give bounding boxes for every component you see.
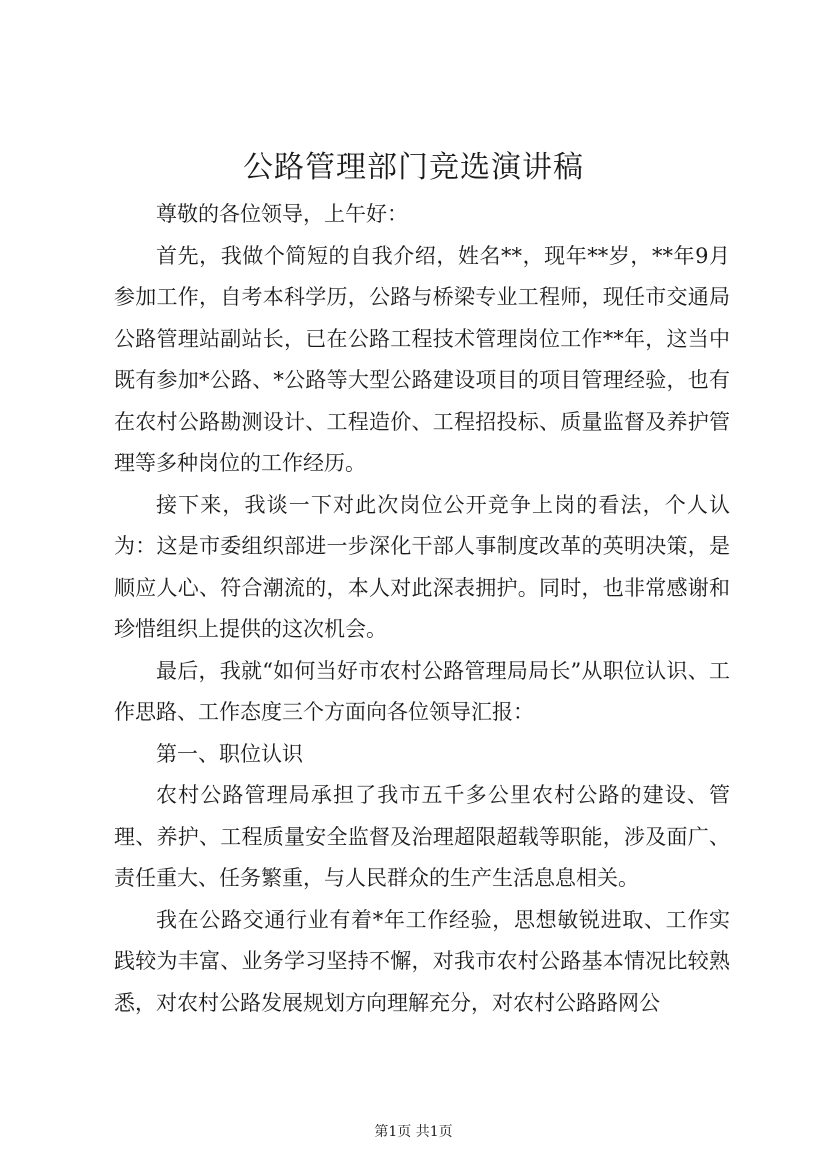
section-heading-position-understanding: 第一、职位认识 <box>156 741 303 766</box>
paragraph-personal-experience: 我在公路交通行业有着*年工作经验，思想敏锐进取、工作实践较为丰富、业务学习坚持不懈，对我市农村公路基本情况比较熟悉，对农村公路发展规划方向理解充分，对农村公路路网公 <box>114 907 730 1015</box>
paragraph-report-outline: 最后，我就“如何当好市农村公路管理局局长”从职位认识、工作思路、工作态度三个方面向各位领导汇报： <box>114 658 730 724</box>
paragraph-self-introduction: 首先，我做个简短的自我介绍，姓名**，现年**岁，**年9月参加工作，自考本科学历，公路与桥梁专业工程师，现任市交通局公路管理站副站长，已在公路工程技术管理岗位工作**年，这当中既有参加*公路、*公路等大型公路建设项目的项目管理经验，也有在农村公路勘测设计、工程造价、工程招投标、质量监督及养护管理等多种岗位的工作经历。 <box>114 243 730 475</box>
paragraph-bureau-duties: 农村公路管理局承担了我市五千多公里农村公路的建设、管理、养护、工程质量安全监督及治理超限超载等职能，涉及面广、责任重大、任务繁重，与人民群众的生产生活息息相关。 <box>114 783 730 890</box>
page-number-footer: 第1页 共1页 <box>374 1124 453 1140</box>
document-title: 公路管理部门竞选演讲稿 <box>243 150 584 185</box>
paragraph-view-on-competition: 接下来，我谈一下对此次岗位公开竞争上岗的看法，个人认为：这是市委组织部进一步深化干部人事制度改革的英明决策，是顺应人心、符合潮流的，本人对此深表拥护。同时，也非常感谢和珍惜组织上提供的这次机会。 <box>114 492 730 641</box>
document-body <box>114 194 730 1024</box>
paragraph-greeting: 尊敬的各位领导，上午好： <box>156 202 408 226</box>
